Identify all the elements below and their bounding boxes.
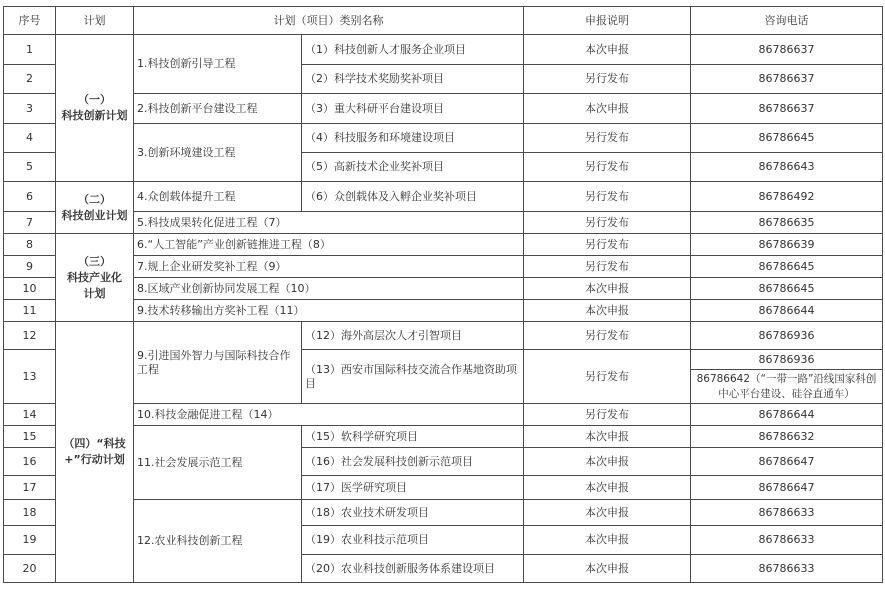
- group-cell: 12.农业科技创新工程: [134, 500, 302, 583]
- plan-name-line2: 计划: [83, 286, 106, 300]
- item-cell: （15）软科学研究项目: [302, 426, 524, 448]
- seq-cell: 19: [4, 526, 56, 555]
- phone-cell: 86786637: [691, 94, 883, 124]
- note-cell: 本次申报: [524, 448, 691, 476]
- phone-cell: 86786635: [691, 212, 883, 234]
- group-cell: 1.科技创新引导工程: [134, 35, 302, 94]
- phone-cell: 86786637: [691, 35, 883, 65]
- table-row: [4, 234, 883, 256]
- phone-cell: 86786633: [691, 555, 883, 583]
- item-cell: （20）农业科技创新服务体系建设项目: [302, 555, 524, 583]
- item-cell: （19）农业科技示范项目: [302, 526, 524, 555]
- note-cell: 另行发布: [524, 212, 691, 234]
- header-row: [4, 7, 883, 35]
- seq-cell: 9: [4, 256, 56, 278]
- item-cell: （5）高新技术企业奖补项目: [302, 153, 524, 182]
- table-row: [4, 426, 883, 448]
- seq-cell: 7: [4, 212, 56, 234]
- plan-cell-4: [56, 322, 134, 583]
- plan-number: （三）: [78, 254, 111, 268]
- seq-cell: 10: [4, 278, 56, 300]
- seq-cell: 8: [4, 234, 56, 256]
- note-cell: 本次申报: [524, 94, 691, 124]
- table-row: [4, 500, 883, 526]
- plan-name: 科技创新计划: [61, 109, 128, 122]
- note-cell: 另行发布: [524, 234, 691, 256]
- phone-cell: 86786633: [691, 526, 883, 555]
- header-note: 申报说明: [524, 7, 691, 35]
- phone-cell: 86786644: [691, 404, 883, 426]
- note-cell: 另行发布: [524, 256, 691, 278]
- plan-cell-2: [56, 182, 134, 234]
- table-row: [4, 124, 883, 153]
- table-row: [4, 300, 883, 322]
- plan-table: [3, 6, 883, 583]
- note-cell: 另行发布: [524, 65, 691, 94]
- plan-number: （二）: [78, 192, 111, 206]
- note-cell: 另行发布: [524, 404, 691, 426]
- plan-cell-1: [56, 35, 134, 182]
- item-cell: （3）重大科研平台建设项目: [302, 94, 524, 124]
- phone-cell: 86786632: [691, 426, 883, 448]
- note-cell: 本次申报: [524, 526, 691, 555]
- seq-cell: 14: [4, 404, 56, 426]
- plan-name: +”行动计划: [64, 453, 125, 466]
- phone-cell: 86786639: [691, 234, 883, 256]
- plan-cell-3: [56, 234, 134, 322]
- seq-cell: 6: [4, 182, 56, 212]
- seq-cell: 13: [4, 350, 56, 404]
- table-row: [4, 256, 883, 278]
- table-row: [4, 35, 883, 65]
- header-category: 计划（项目）类别名称: [134, 7, 524, 35]
- note-cell: 本次申报: [524, 555, 691, 583]
- phone-cell: 86786645: [691, 278, 883, 300]
- plan-name: 科技产业化: [67, 270, 122, 284]
- item-cell: 6.“人工智能”产业创新链推进工程（8）: [134, 234, 524, 256]
- group-cell: 4.众创载体提升工程: [134, 182, 302, 212]
- note-cell: 本次申报: [524, 278, 691, 300]
- item-cell: （18）农业技术研发项目: [302, 500, 524, 526]
- seq-cell: 5: [4, 153, 56, 182]
- group-cell: 2.科技创新平台建设工程: [134, 94, 302, 124]
- header-phone: 咨询电话: [691, 7, 883, 35]
- table-row: [4, 212, 883, 234]
- item-cell: （4）科技服务和环境建设项目: [302, 124, 524, 153]
- table-row: [4, 322, 883, 350]
- phone-cell: 86786492: [691, 182, 883, 212]
- table-row: [4, 182, 883, 212]
- note-cell: 另行发布: [524, 124, 691, 153]
- item-cell: （1）科技创新人才服务企业项目: [302, 35, 524, 65]
- phone-cell: 86786645: [691, 256, 883, 278]
- phone-cell: 86786644: [691, 300, 883, 322]
- item-cell: 8.区域产业创新协同发展工程（10）: [134, 278, 524, 300]
- item-cell: 7.规上企业研发奖补工程（9）: [134, 256, 524, 278]
- seq-cell: 20: [4, 555, 56, 583]
- note-cell: 另行发布: [524, 182, 691, 212]
- note-cell: 本次申报: [524, 300, 691, 322]
- item-cell: （16）社会发展科技创新示范项目: [302, 448, 524, 476]
- note-cell: 本次申报: [524, 500, 691, 526]
- seq-cell: 15: [4, 426, 56, 448]
- table-row: [4, 278, 883, 300]
- header-seq: 序号: [4, 7, 56, 35]
- phone-cell: 86786647: [691, 476, 883, 500]
- phone-secondary: 86786642（“一带一路”沿线国家科创中心平台建设、硅谷直通车）: [696, 373, 877, 400]
- phone-cell: [691, 350, 883, 404]
- phone-cell: 86786633: [691, 500, 883, 526]
- item-cell: （6）众创载体及入孵企业奖补项目: [302, 182, 524, 212]
- item-cell: （12）海外高层次人才引智项目: [302, 322, 524, 350]
- note-cell: 另行发布: [524, 153, 691, 182]
- phone-cell: 86786643: [691, 153, 883, 182]
- plan-number: （四）“科技: [63, 437, 126, 450]
- header-plan: 计划: [56, 7, 134, 35]
- phone-cell: 86786936: [691, 322, 883, 350]
- seq-cell: 4: [4, 124, 56, 153]
- item-cell: （13）西安市国际科技交流合作基地资助项目: [302, 350, 524, 404]
- group-cell: 3.创新环境建设工程: [134, 124, 302, 182]
- phone-cell: 86786647: [691, 448, 883, 476]
- item-cell: 9.技术转移输出方奖补工程（11）: [134, 300, 524, 322]
- plan-name: 科技创业计划: [61, 208, 128, 222]
- seq-cell: 11: [4, 300, 56, 322]
- seq-cell: 12: [4, 322, 56, 350]
- seq-cell: 2: [4, 65, 56, 94]
- group-cell: 9.引进国外智力与国际科技合作工程: [134, 322, 302, 404]
- note-cell: 本次申报: [524, 476, 691, 500]
- phone-primary: 86786936: [691, 351, 882, 370]
- plan-number: （一）: [78, 93, 111, 106]
- note-cell: 另行发布: [524, 350, 691, 404]
- note-cell: 本次申报: [524, 35, 691, 65]
- seq-cell: 18: [4, 500, 56, 526]
- phone-cell: 86786645: [691, 124, 883, 153]
- phone-cell: 86786637: [691, 65, 883, 94]
- item-cell: 5.科技成果转化促进工程（7）: [134, 212, 524, 234]
- item-cell: （17）医学研究项目: [302, 476, 524, 500]
- seq-cell: 3: [4, 94, 56, 124]
- group-cell: 11.社会发展示范工程: [134, 426, 302, 500]
- item-cell: （2）科学技术奖励奖补项目: [302, 65, 524, 94]
- note-cell: 另行发布: [524, 322, 691, 350]
- note-cell: 本次申报: [524, 426, 691, 448]
- table-row: [4, 404, 883, 426]
- seq-cell: 16: [4, 448, 56, 476]
- table-row: [4, 94, 883, 124]
- seq-cell: 1: [4, 35, 56, 65]
- seq-cell: 17: [4, 476, 56, 500]
- item-cell: 10.科技金融促进工程（14）: [134, 404, 524, 426]
